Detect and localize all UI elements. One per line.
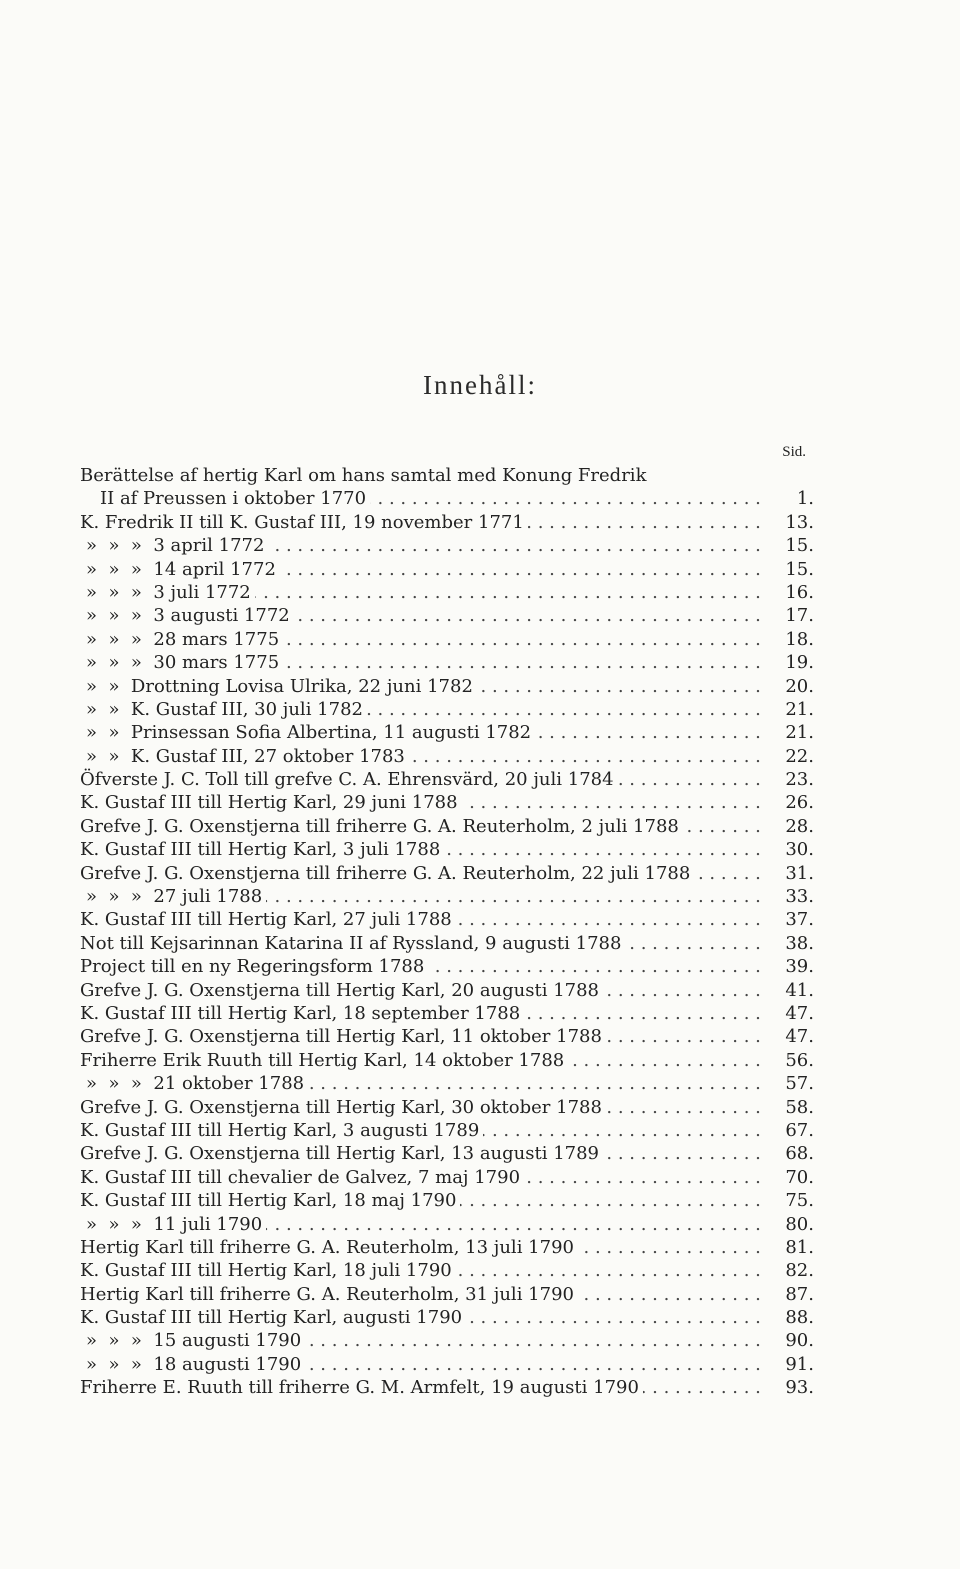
toc-entry-page: 68.	[785, 1143, 814, 1165]
toc-entry	[80, 1236, 814, 1259]
toc-entry	[80, 1329, 814, 1352]
toc-entry-page: 21.	[785, 698, 814, 720]
toc-entry-page: 41.	[785, 979, 814, 1001]
toc-entry	[80, 1306, 814, 1329]
toc-entry	[80, 487, 814, 510]
toc-entry-page: 17.	[785, 605, 814, 627]
toc-entry-title: » » » 28 mars 1775	[80, 628, 283, 651]
toc-entry	[80, 604, 814, 627]
toc-entry-title: Hertig Karl till friherre G. A. Reuterholm, 31 juli 1790	[80, 1283, 578, 1306]
toc-entry-title: » » » 30 mars 1775	[80, 651, 283, 674]
toc-entry-page: 20.	[785, 675, 814, 697]
toc-entry-title: » » » 3 juli 1772	[80, 581, 255, 604]
toc-entry-title: Grefve J. G. Oxenstjerna till Hertig Karl, 11 oktober 1788	[80, 1025, 606, 1048]
toc-entry	[80, 1142, 814, 1165]
toc-entry-title: Project till en ny Regeringsform 1788	[80, 955, 428, 978]
toc-entry-page: 38.	[785, 932, 814, 954]
toc-entry-title: K. Gustaf III till Hertig Karl, 3 augusti 1789	[80, 1119, 483, 1142]
toc-entry-page: 47.	[785, 1026, 814, 1048]
toc-entry	[80, 1259, 814, 1282]
toc-entry-title: Öfverste J. C. Toll till grefve C. A. Ehrensvärd, 20 juli 1784	[80, 768, 618, 791]
toc-entry-title: Friherre E. Ruuth till friherre G. M. Armfelt, 19 augusti 1790	[80, 1376, 643, 1399]
toc-entry	[80, 1166, 814, 1189]
toc-entry-title: K. Gustaf III till Hertig Karl, augusti 1790	[80, 1306, 466, 1329]
toc-entry-title: Friherre Erik Ruuth till Hertig Karl, 14 oktober 1788	[80, 1049, 568, 1072]
toc-entry	[80, 511, 814, 534]
toc-entry-title: Berättelse af hertig Karl om hans samtal med Konung Fredrik	[80, 465, 647, 486]
toc-entry	[80, 815, 814, 838]
table-of-contents	[80, 464, 814, 1400]
toc-entry	[80, 885, 814, 908]
toc-entry-title: » » K. Gustaf III, 30 juli 1782	[80, 698, 367, 721]
toc-entry-title: » » » 3 april 1772	[80, 534, 268, 557]
toc-entry-page: 58.	[785, 1096, 814, 1118]
toc-entry-page: 26.	[785, 792, 814, 814]
toc-entry-title: Hertig Karl till friherre G. A. Reuterholm, 13 juli 1790	[80, 1236, 578, 1259]
toc-entry-page: 16.	[785, 581, 814, 603]
toc-entry	[80, 862, 814, 885]
toc-entry-page: 23.	[785, 769, 814, 791]
toc-entry-page: 75.	[785, 1190, 814, 1212]
toc-entry-page: 21.	[785, 722, 814, 744]
toc-entry-title: » » » 3 augusti 1772	[80, 604, 294, 627]
toc-entry	[80, 1213, 814, 1236]
toc-entry	[80, 1096, 814, 1119]
toc-entry	[80, 1072, 814, 1095]
page-title: Innehåll:	[423, 370, 537, 400]
toc-entry	[80, 1025, 814, 1048]
toc-entry	[80, 698, 814, 721]
toc-entry-title: K. Gustaf III till Hertig Karl, 27 juli 1788	[80, 908, 456, 931]
page-column-label: Sid.	[782, 444, 806, 460]
toc-entry-page: 67.	[785, 1119, 814, 1141]
toc-entry	[80, 675, 814, 698]
toc-entry-title: K. Gustaf III till Hertig Karl, 18 maj 1790	[80, 1189, 460, 1212]
toc-entry-title: » » » 27 juli 1788	[80, 885, 266, 908]
toc-entry-title: Grefve J. G. Oxenstjerna till Hertig Karl, 20 augusti 1788	[80, 979, 603, 1002]
toc-entry	[80, 1049, 814, 1072]
toc-entry-page: 70.	[785, 1166, 814, 1188]
toc-entry-page: 93.	[785, 1377, 814, 1399]
toc-entry-page: 18.	[785, 628, 814, 650]
toc-entry	[80, 932, 814, 955]
toc-entry	[80, 1189, 814, 1212]
toc-entry-title: » » K. Gustaf III, 27 oktober 1783	[80, 745, 409, 768]
toc-entry-title: » » » 18 augusti 1790	[80, 1353, 305, 1376]
toc-entry	[80, 721, 814, 744]
toc-entry-title: K. Gustaf III till chevalier de Galvez, 7 maj 1790	[80, 1166, 524, 1189]
toc-entry-page: 31.	[785, 862, 814, 884]
toc-entry	[80, 651, 814, 674]
toc-entry-page: 82.	[785, 1260, 814, 1282]
toc-entry-page: 33.	[785, 886, 814, 908]
toc-entry-page: 37.	[785, 909, 814, 931]
toc-entry	[80, 628, 814, 651]
toc-entry	[80, 979, 814, 1002]
toc-entry-page: 19.	[785, 652, 814, 674]
toc-entry-page: 13.	[785, 511, 814, 533]
toc-entry-page: 28.	[785, 815, 814, 837]
toc-entry-page: 47.	[785, 1002, 814, 1024]
toc-entry-page: 15.	[785, 535, 814, 557]
toc-entry-title: » » Prinsessan Sofia Albertina, 11 augusti 1782	[80, 721, 535, 744]
toc-entry-title: II af Preussen i oktober 1770	[80, 487, 370, 510]
toc-entry-page: 1.	[796, 488, 814, 510]
toc-entry-title: » » » 11 juli 1790	[80, 1213, 266, 1236]
toc-entry-title: Grefve J. G. Oxenstjerna till Hertig Karl, 13 augusti 1789	[80, 1142, 603, 1165]
toc-entry-title: K. Gustaf III till Hertig Karl, 18 september 1788	[80, 1002, 524, 1025]
toc-entry	[80, 558, 814, 581]
toc-entry	[80, 1353, 814, 1376]
toc-entry-page: 57.	[785, 1073, 814, 1095]
toc-entry-title: K. Gustaf III till Hertig Karl, 3 juli 1788	[80, 838, 444, 861]
toc-entry	[80, 1002, 814, 1025]
toc-entry-title: K. Gustaf III till Hertig Karl, 29 juni 1788	[80, 791, 462, 814]
toc-entry	[80, 1283, 814, 1306]
toc-entry	[80, 908, 814, 931]
toc-entry-title: » » » 21 oktober 1788	[80, 1072, 308, 1095]
toc-entry-title: Grefve J. G. Oxenstjerna till friherre G. A. Reuterholm, 2 juli 1788	[80, 815, 683, 838]
toc-entry-title: » » Drottning Lovisa Ulrika, 22 juni 1782	[80, 675, 477, 698]
toc-entry	[80, 1376, 814, 1399]
toc-entry-page: 91.	[785, 1353, 814, 1375]
toc-entry-title: » » » 14 april 1772	[80, 558, 280, 581]
toc-entry	[80, 791, 814, 814]
toc-entry-page: 30.	[785, 839, 814, 861]
toc-entry	[80, 838, 814, 861]
toc-entry-title: Not till Kejsarinnan Katarina II af Ryssland, 9 augusti 1788	[80, 932, 625, 955]
toc-entry-page: 81.	[785, 1236, 814, 1258]
toc-entry-page: 87.	[785, 1283, 814, 1305]
toc-entry-title: Grefve J. G. Oxenstjerna till Hertig Karl, 30 oktober 1788	[80, 1096, 606, 1119]
toc-entry	[80, 745, 814, 768]
toc-entry	[80, 464, 814, 487]
toc-entry-title: K. Fredrik II till K. Gustaf III, 19 november 1771	[80, 511, 528, 534]
toc-entry	[80, 581, 814, 604]
toc-entry-page: 15.	[785, 558, 814, 580]
toc-entry	[80, 768, 814, 791]
toc-entry	[80, 1119, 814, 1142]
toc-entry-page: 56.	[785, 1049, 814, 1071]
toc-entry-page: 90.	[785, 1330, 814, 1352]
toc-entry-page: 88.	[785, 1307, 814, 1329]
toc-entry-title: K. Gustaf III till Hertig Karl, 18 juli 1790	[80, 1259, 456, 1282]
toc-entry-page: 80.	[785, 1213, 814, 1235]
toc-entry-page: 22.	[785, 745, 814, 767]
toc-entry	[80, 534, 814, 557]
toc-entry	[80, 955, 814, 978]
toc-entry-title: » » » 15 augusti 1790	[80, 1329, 305, 1352]
toc-entry-page: 39.	[785, 956, 814, 978]
toc-entry-title: Grefve J. G. Oxenstjerna till friherre G. A. Reuterholm, 22 juli 1788	[80, 862, 694, 885]
